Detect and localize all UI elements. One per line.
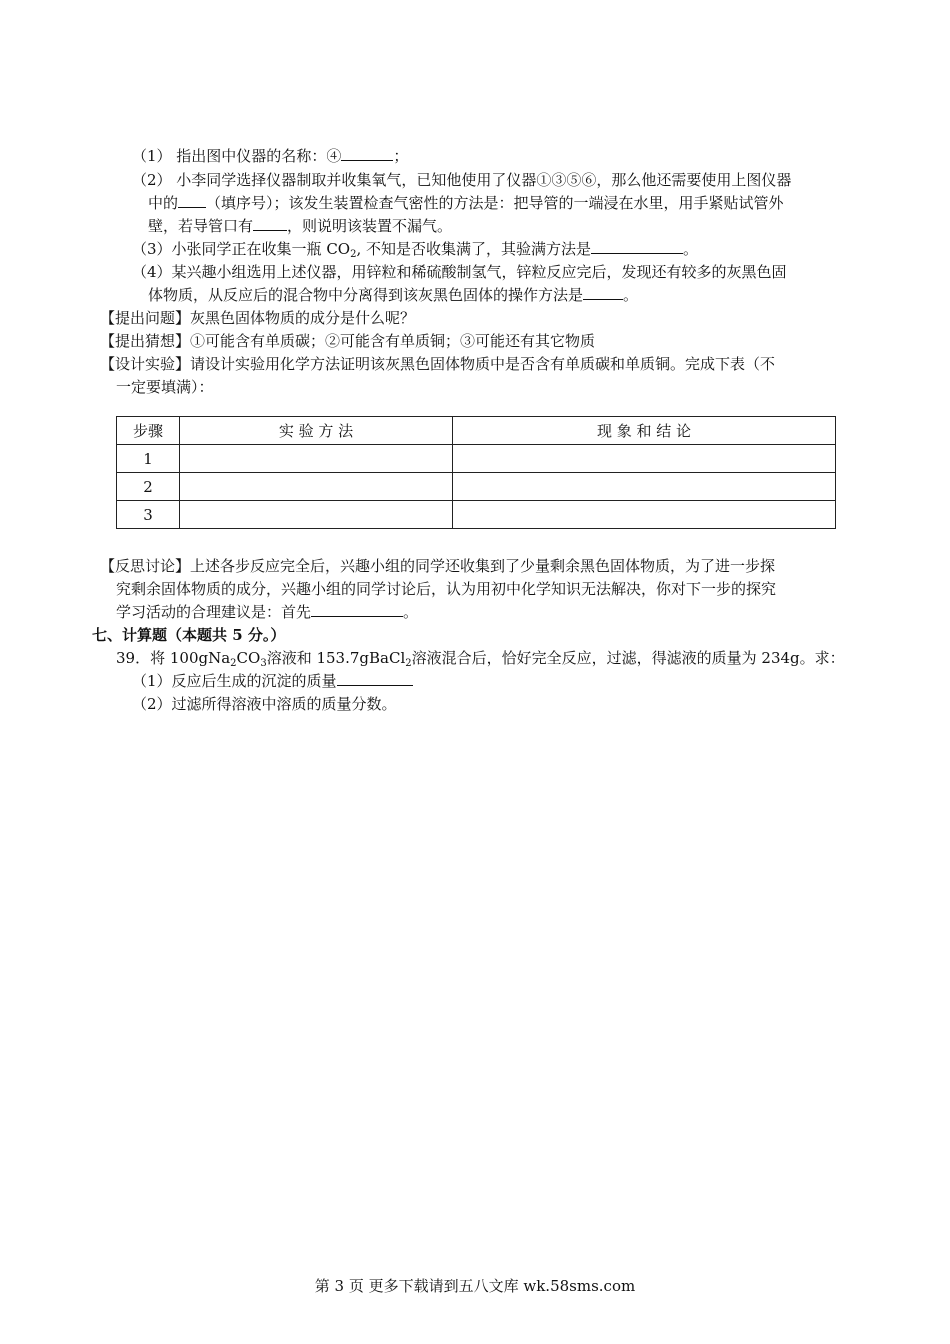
method-cell[interactable] bbox=[180, 445, 453, 473]
reflection-line3-suffix: 。 bbox=[403, 603, 419, 621]
q39-line bbox=[116, 648, 845, 668]
q4-line2 bbox=[148, 285, 638, 305]
q2-line2 bbox=[148, 193, 784, 213]
q39-text: 溶液和 153.7gBaCl bbox=[266, 649, 406, 667]
q3-line bbox=[132, 239, 698, 259]
q1-text: （1） 指出图中仪器的名称：④ bbox=[132, 147, 342, 165]
result-cell[interactable] bbox=[453, 501, 836, 529]
reflection-line1: 【反思讨论】上述各步反应完全后，兴趣小组的同学还收集到了少量剩余黑色固体物质，为了进一步探 bbox=[100, 557, 776, 575]
hypothesis-heading: 【提出猜想】①可能含有单质碳；②可能含有单质铜；③可能还有其它物质 bbox=[100, 332, 596, 350]
q3-middle: , 不知是否收集满了，其验满方法是 bbox=[356, 240, 592, 258]
subscript: 2 bbox=[230, 658, 237, 669]
q1-suffix: ； bbox=[393, 147, 409, 165]
table-row bbox=[117, 501, 836, 529]
table-row bbox=[117, 473, 836, 501]
method-cell[interactable] bbox=[180, 501, 453, 529]
q39-text: 39．将 100gNa bbox=[116, 649, 231, 667]
q2-line3-prefix: 壁，若导管口有 bbox=[148, 217, 254, 235]
q4-line1: （4）某兴趣小组选用上述仪器，用锌粒和稀硫酸制氢气，锌粒反应完后，发现还有较多的灰黑色固 bbox=[132, 263, 787, 281]
step-cell: 2 bbox=[117, 473, 180, 501]
q39-sub2: （2）过滤所得溶液中溶质的质量分数。 bbox=[132, 695, 397, 713]
answer-blank[interactable] bbox=[178, 193, 206, 208]
q39-text: CO bbox=[236, 649, 261, 667]
reflection-line3 bbox=[116, 602, 418, 622]
q2-line3-suffix: ，则说明该装置不漏气。 bbox=[287, 217, 453, 235]
answer-blank[interactable] bbox=[583, 285, 623, 300]
q39-sub1-line bbox=[132, 671, 413, 691]
table-row bbox=[117, 445, 836, 473]
method-cell[interactable] bbox=[180, 473, 453, 501]
q2-line3 bbox=[148, 216, 452, 236]
header-result: 现 象 和 结 论 bbox=[453, 417, 836, 445]
step-cell: 1 bbox=[117, 445, 180, 473]
q2-line1: （2） 小李同学选择仪器制取并收集氧气，已知他使用了仪器①③⑤⑥，那么他还需要使用上图仪器 bbox=[132, 171, 792, 189]
answer-blank[interactable] bbox=[337, 671, 413, 686]
q2-line2-prefix: 中的 bbox=[148, 194, 179, 212]
section-heading: 七、计算题（本题共 5 分。） bbox=[92, 626, 286, 644]
header-method: 实 验 方 法 bbox=[180, 417, 453, 445]
answer-blank[interactable] bbox=[311, 602, 403, 617]
answer-blank[interactable] bbox=[341, 146, 393, 161]
answer-blank[interactable] bbox=[253, 216, 287, 231]
q4-line2-prefix: 体物质，从反应后的混合物中分离得到该灰黑色固体的操作方法是 bbox=[148, 286, 584, 304]
header-step: 步骤 bbox=[117, 417, 180, 445]
result-cell[interactable] bbox=[453, 473, 836, 501]
q3-suffix: 。 bbox=[683, 240, 699, 258]
q1-line bbox=[132, 146, 408, 166]
design-line2: 一定要填满）： bbox=[116, 378, 214, 396]
reflection-line2: 究剩余固体物质的成分，兴趣小组的同学讨论后，认为用初中化学知识无法解决，你对下一步的探究 bbox=[116, 580, 777, 598]
page-footer: 第 3 页 更多下载请到五八文库 wk.58sms.com bbox=[314, 1277, 636, 1295]
q3-subscript: 2 bbox=[350, 249, 357, 260]
subscript: 2 bbox=[405, 658, 412, 669]
reflection-line3-prefix: 学习活动的合理建议是：首先 bbox=[116, 603, 312, 621]
q3-prefix: （3）小张同学正在收集一瓶 CO bbox=[132, 240, 351, 258]
q2-line2-suffix: （填序号）；该发生装置检查气密性的方法是：把导管的一端浸在水里，用手紧贴试管外 bbox=[206, 194, 784, 212]
answer-blank[interactable] bbox=[591, 239, 683, 254]
q39-sub1: （1）反应后生成的沉淀的质量 bbox=[132, 672, 337, 690]
result-cell[interactable] bbox=[453, 445, 836, 473]
question-heading: 【提出问题】灰黑色固体物质的成分是什么呢？ bbox=[100, 309, 416, 327]
design-line1: 【设计实验】请设计实验用化学方法证明该灰黑色固体物质中是否含有单质碳和单质铜。完成下表（不 bbox=[100, 355, 776, 373]
q4-line2-suffix: 。 bbox=[623, 286, 639, 304]
step-cell: 3 bbox=[117, 501, 180, 529]
q39-text: 溶液混合后，恰好完全反应，过滤，得滤液的质量为 234g。求： bbox=[411, 649, 845, 667]
table-header-row bbox=[117, 417, 836, 445]
subscript: 3 bbox=[260, 658, 267, 669]
experiment-table bbox=[116, 416, 836, 529]
